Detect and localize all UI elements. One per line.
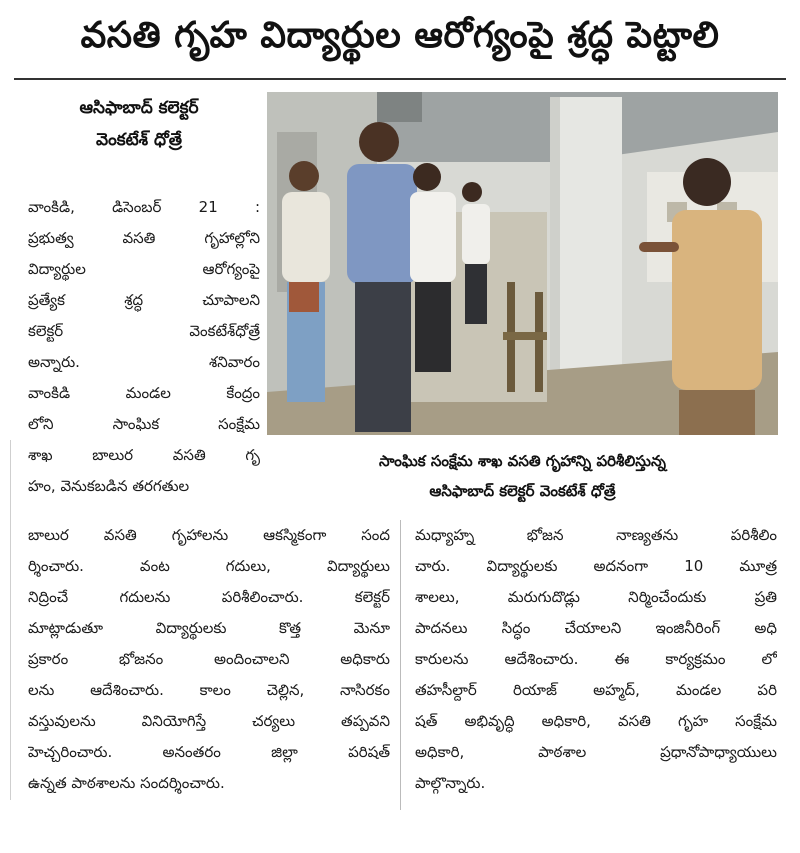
body-line: బాలుర వసతి గృహాలను ఆకస్మికంగా సంద [28, 526, 390, 544]
body-line: షత్ అభివృద్ధి అధికారి, వసతి గృహ సంక్షేమ [415, 712, 777, 730]
body-line: మధ్యాహ్న భోజన నాణ్యతను పరిశీలిం [415, 526, 777, 544]
body-line: కలెక్టర్ వెంకటేశ్‌ధోత్రే [28, 322, 260, 340]
article-body-top [28, 192, 260, 502]
body-line: ఉన్నత పాఠశాలను సందర్శించారు. [28, 774, 225, 792]
body-line: ప్రభుత్వ వసతి గృహాల్లోని [28, 229, 260, 247]
body-line: విద్యార్థుల ఆరోగ్యంపై [28, 260, 260, 278]
byline-name: వెంకటేశ్ ధోత్రే [96, 130, 182, 150]
body-line: అన్నారు. శనివారం [28, 353, 260, 371]
news-photo [267, 92, 778, 435]
body-line: వాంకిడి మండల కేంద్రం [28, 384, 260, 402]
body-line: కారులను ఆదేశించారు. ఈ కార్యక్రమం లో [415, 650, 777, 668]
page-edge-line [10, 440, 11, 800]
body-line: లోని సాంఘిక సంక్షేమ [28, 415, 260, 433]
article-body-left [28, 520, 390, 799]
body-line: ప్రకారం భోజనం అందించాలని అధికారు [28, 650, 390, 668]
body-line: వస్తువులను వినియోగిస్తే చర్యలు తప్పవని [28, 712, 390, 730]
photo-caption-line2: ఆసిఫాబాద్ కలెక్టర్ వెంకటేశ్ ధోత్రే [429, 482, 616, 500]
photo-caption-line1: సాంఘిక సంక్షేమ శాఖ వసతి గృహాన్ని పరిశీలిస్తున్న [379, 452, 666, 470]
body-line: అధికారి, పాఠశాల ప్రధానోపాధ్యాయులు [415, 743, 777, 761]
body-line: ర్శించారు. వంట గదులు, విద్యార్థులు [28, 557, 390, 575]
body-line: హెచ్చరించారు. అనంతరం జిల్లా పరిషత్ [28, 743, 390, 761]
body-line: శాలలు, మరుగుదొడ్లు నిర్మించేందుకు ప్రతి [415, 588, 777, 606]
column-divider [400, 520, 401, 810]
body-line: శాఖ బాలుర వసతి గృ [28, 446, 260, 464]
body-line: హం, వెనుకబడిన తరగతుల [28, 477, 190, 495]
body-line: లను ఆదేశించారు. కాలం చెల్లిన, నాసిరకం [28, 681, 390, 699]
headline-rule [14, 78, 786, 80]
body-line: పాదనలు సిద్ధం చేయాలని ఇంజినీరింగ్ అధి [415, 619, 777, 637]
body-line: చారు. విద్యార్థులకు అదనంగా 10 మూత్ర [415, 557, 777, 575]
article-body-right [415, 520, 777, 799]
body-line: పాల్గొన్నారు. [415, 774, 486, 792]
body-line: నిద్రించే గదులను పరిశీలించారు. కలెక్టర్ [28, 588, 390, 606]
body-line: మాట్లాడుతూ విద్యార్థులకు కొత్త మెనూ [28, 619, 390, 637]
headline: వసతి గృహ విద్యార్థుల ఆరోగ్యంపై శ్రద్ధ పెట్టాలి [80, 15, 720, 56]
body-line: తహసీల్దార్ రియాజ్ అహ్మద్, మండల పరి [415, 681, 777, 699]
body-line: వాంకిడి, డిసెంబర్ 21 : [28, 198, 260, 216]
byline-designation: ఆసిఫాబాద్ కలెక్టర్ [79, 98, 199, 118]
body-line: ప్రత్యేక శ్రద్ధ చూపాలని [28, 291, 260, 309]
